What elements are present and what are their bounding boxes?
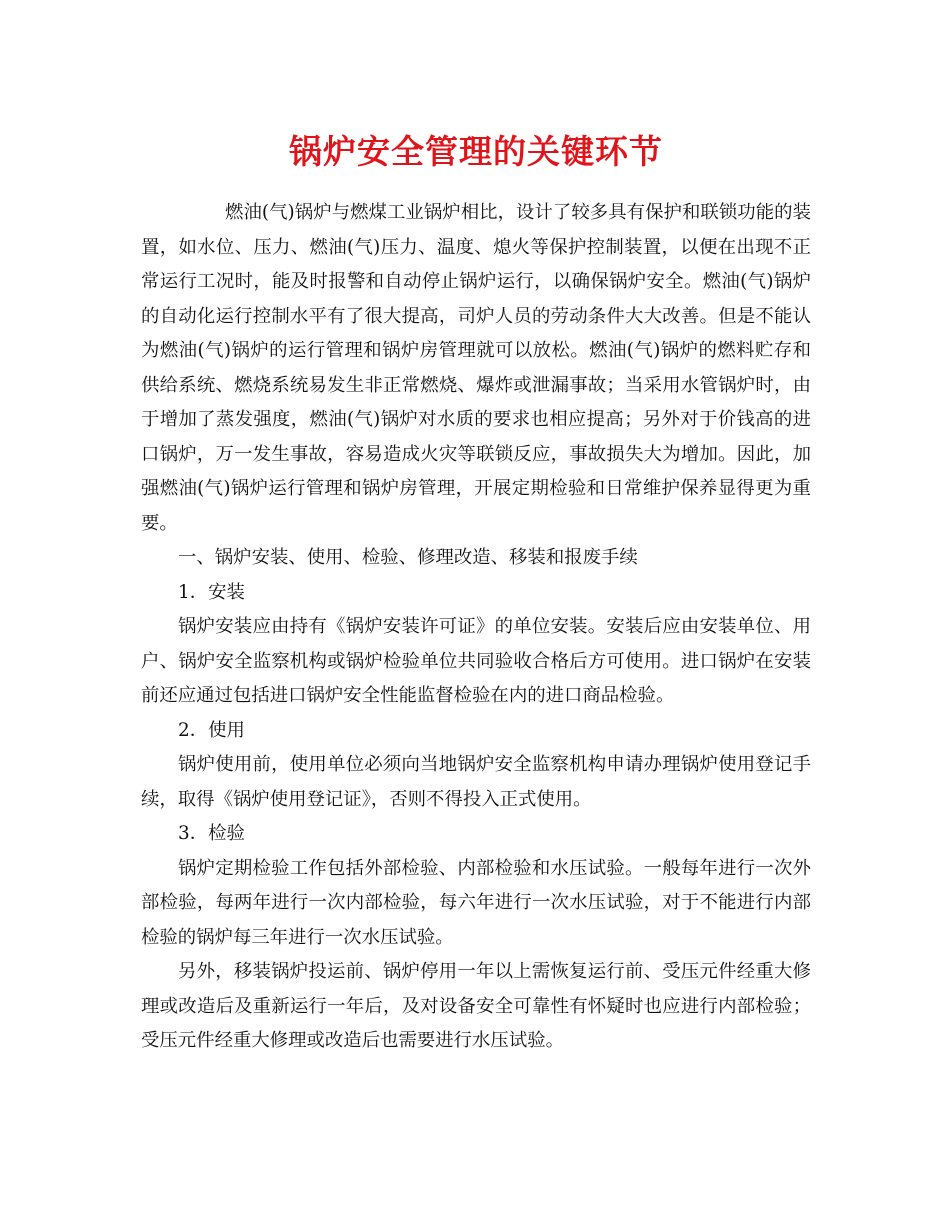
paragraph-usage: 锅炉使用前，使用单位必须向当地锅炉安全监察机构申请办理锅炉使用登记手续，取得《锅炉使用登记证》，否则不得投入正式使用。 — [141, 754, 811, 810]
subheading-inspection: 3．检验 — [178, 823, 245, 844]
paragraph-inspection-additional: 另外，移装锅炉投运前、锅炉停用一年以上需恢复运行前、受压元件经重大修理或改造后及重新运行一年后，及对设备安全可靠性有怀疑时也应进行内部检验；受压元件经重大修理或改造后也需要进行水压试验。 — [141, 961, 811, 1051]
section-heading-procedures: 一、锅炉安装、使用、检验、修理改造、移装和报废手续 — [178, 547, 638, 568]
subheading-usage: 2．使用 — [178, 719, 245, 741]
paragraph-installation: 锅炉安装应由持有《锅炉安装许可证》的单位安装。安装后应由安装单位、用户、锅炉安全监察机构或锅炉检验单位共同验收合格后方可使用。进口锅炉在安装前还应通过包括进口锅炉安全性能监督检验在内的进口商品检验。 — [141, 616, 811, 706]
subheading-installation: 1．安装 — [178, 581, 245, 603]
document-page — [141, 126, 811, 1059]
paragraph-inspection: 锅炉定期检验工作包括外部检验、内部检验和水压试验。一般每年进行一次外部检验，每两年进行一次内部检验，每六年进行一次水压试验，对于不能进行内部检验的锅炉每三年进行一次水压试验。 — [141, 857, 811, 948]
document-title: 锅炉安全管理的关键环节 — [289, 132, 663, 171]
paragraph-intro: 燃油(气)锅炉与燃煤工业锅炉相比，设计了较多具有保护和联锁功能的装置，如水位、压力、燃油(气)压力、温度、熄火等保护控制装置，以便在出现不正常运行工况时，能及时报警和自动停止锅炉运行，以确保锅炉安全。燃油(气)锅炉的自动化运行控制水平有了很大提高，司炉人员的劳动条件大大改善。但是不能认为燃油(气)锅炉的运行管理和锅炉房管理就可以放松。燃油(气)锅炉的燃料贮存和供给系统、燃烧系统易发生非正常燃烧、爆炸或泄漏事故；当采用水管锅炉时，由于增加了蒸发强度，燃油(气)锅炉对水质的要求也相应提高；另外对于价钱高的进口锅炉，万一发生事故，容易造成火灾等联锁反应，事故损失大为增加。因此，加强燃油(气)锅炉运行管理和锅炉房管理，开展定期检验和日常维护保养显得更为重要。 — [141, 202, 811, 534]
